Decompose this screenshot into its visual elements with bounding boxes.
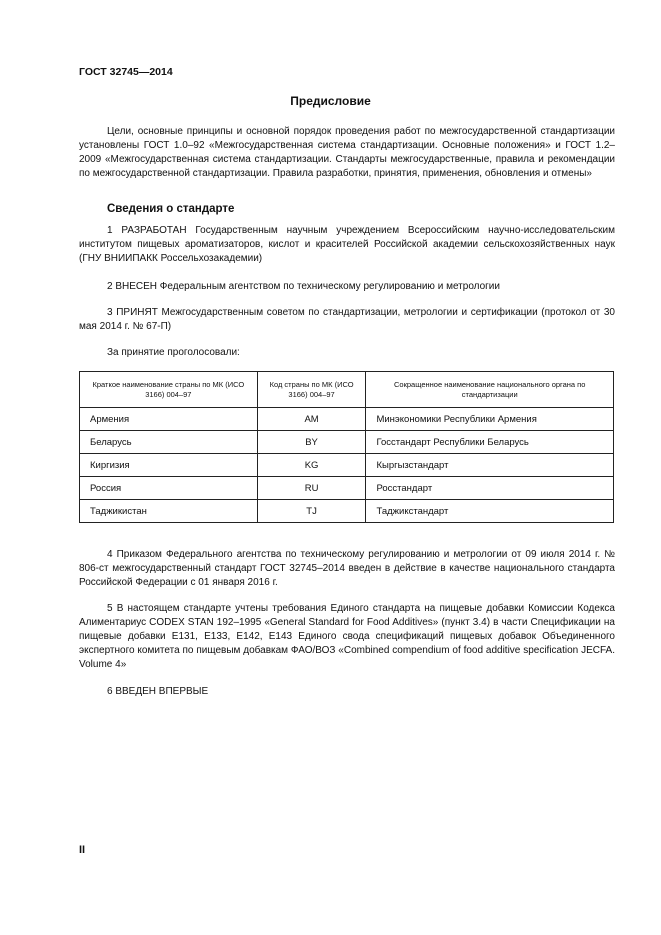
cell-body: Госстандарт Республики Беларусь (366, 431, 614, 454)
item-6-paragraph: 6 ВВЕДЕН ВПЕРВЫЕ (107, 686, 209, 697)
table-row (80, 408, 614, 431)
page-title: Предисловие (290, 94, 371, 108)
voting-table (79, 371, 614, 523)
cell-body: Минэкономики Республики Армения (366, 408, 614, 431)
document-header: ГОСТ 32745—2014 (79, 66, 173, 78)
cell-code: RU (257, 477, 366, 500)
table-header-row (80, 372, 614, 408)
cell-country: Таджикистан (80, 500, 258, 523)
cell-country: Армения (80, 408, 258, 431)
item-3-paragraph: 3 ПРИНЯТ Межгосударственным советом по стандартизации, метрологии и сертификации (протокол от 30 мая 2014 г. № 67-П) (79, 307, 615, 332)
cell-body: Росстандарт (366, 477, 614, 500)
col-header-body: Сокращенное наименование национального органа по стандартизации (366, 372, 614, 408)
voted-caption: За принятие проголосовали: (107, 347, 240, 358)
table-row (80, 454, 614, 477)
cell-code: AM (257, 408, 366, 431)
item-2-paragraph: 2 ВНЕСЕН Федеральным агентством по техническому регулированию и метрологии (107, 281, 500, 292)
cell-code: BY (257, 431, 366, 454)
cell-body: Таджикстандарт (366, 500, 614, 523)
cell-code: TJ (257, 500, 366, 523)
cell-country: Беларусь (80, 431, 258, 454)
col-header-code: Код страны по МК (ИСО 3166) 004–97 (257, 372, 366, 408)
intro-paragraph: Цели, основные принципы и основной порядок проведения работ по межгосударственной стандартизации установлены ГОСТ 1.0–92 «Межгосударственная система стандартизации. Основные положения» и ГОСТ 1.2–2009 «Межгосударственная система стандартизации. Стандарты межгосударственные, правила и рекомендации по межгосударственной стандартизации. Правила разработки, принятия, применения, обновления и отмены» (79, 126, 615, 179)
item-5-paragraph: 5 В настоящем стандарте учтены требования Единого стандарта на пищевые добавки Комиссии Кодекса Алиментариус CODEX STAN 192–1995 «General Standard for Food Additives» (пункт 3.4) в части Спецификации на пищевые добавки E131, E133, E142, E143 Единого свода спецификаций пищевых добавок Объединенного экспертного комитета по пищевым добавкам ФАО/ВОЗ «Combined compendium of food additive specification JECFA. Volume 4» (79, 603, 615, 670)
table-row (80, 431, 614, 454)
item-4-paragraph: 4 Приказом Федерального агентства по техническому регулированию и метрологии от 09 июля 2014 г. № 806-ст межгосударственный стандарт ГОСТ 32745–2014 введен в действие в качестве национального стандарта Российской Федерации с 01 января 2016 г. (79, 549, 615, 588)
cell-body: Кыргызстандарт (366, 454, 614, 477)
table-row (80, 477, 614, 500)
cell-code: KG (257, 454, 366, 477)
item-1-paragraph: 1 РАЗРАБОТАН Государственным научным учреждением Всероссийским научно-исследовательским институтом пищевых ароматизаторов, кислот и красителей Российской академии сельскохозяйственных наук (ГНУ ВНИИПАКК Россельхозакадемии) (79, 225, 615, 264)
page-number: II (79, 844, 86, 856)
section-title: Сведения о стандарте (107, 203, 235, 215)
col-header-country: Краткое наименование страны по МК (ИСО 3166) 004–97 (80, 372, 258, 408)
table-row (80, 500, 614, 523)
cell-country: Россия (80, 477, 258, 500)
cell-country: Киргизия (80, 454, 258, 477)
